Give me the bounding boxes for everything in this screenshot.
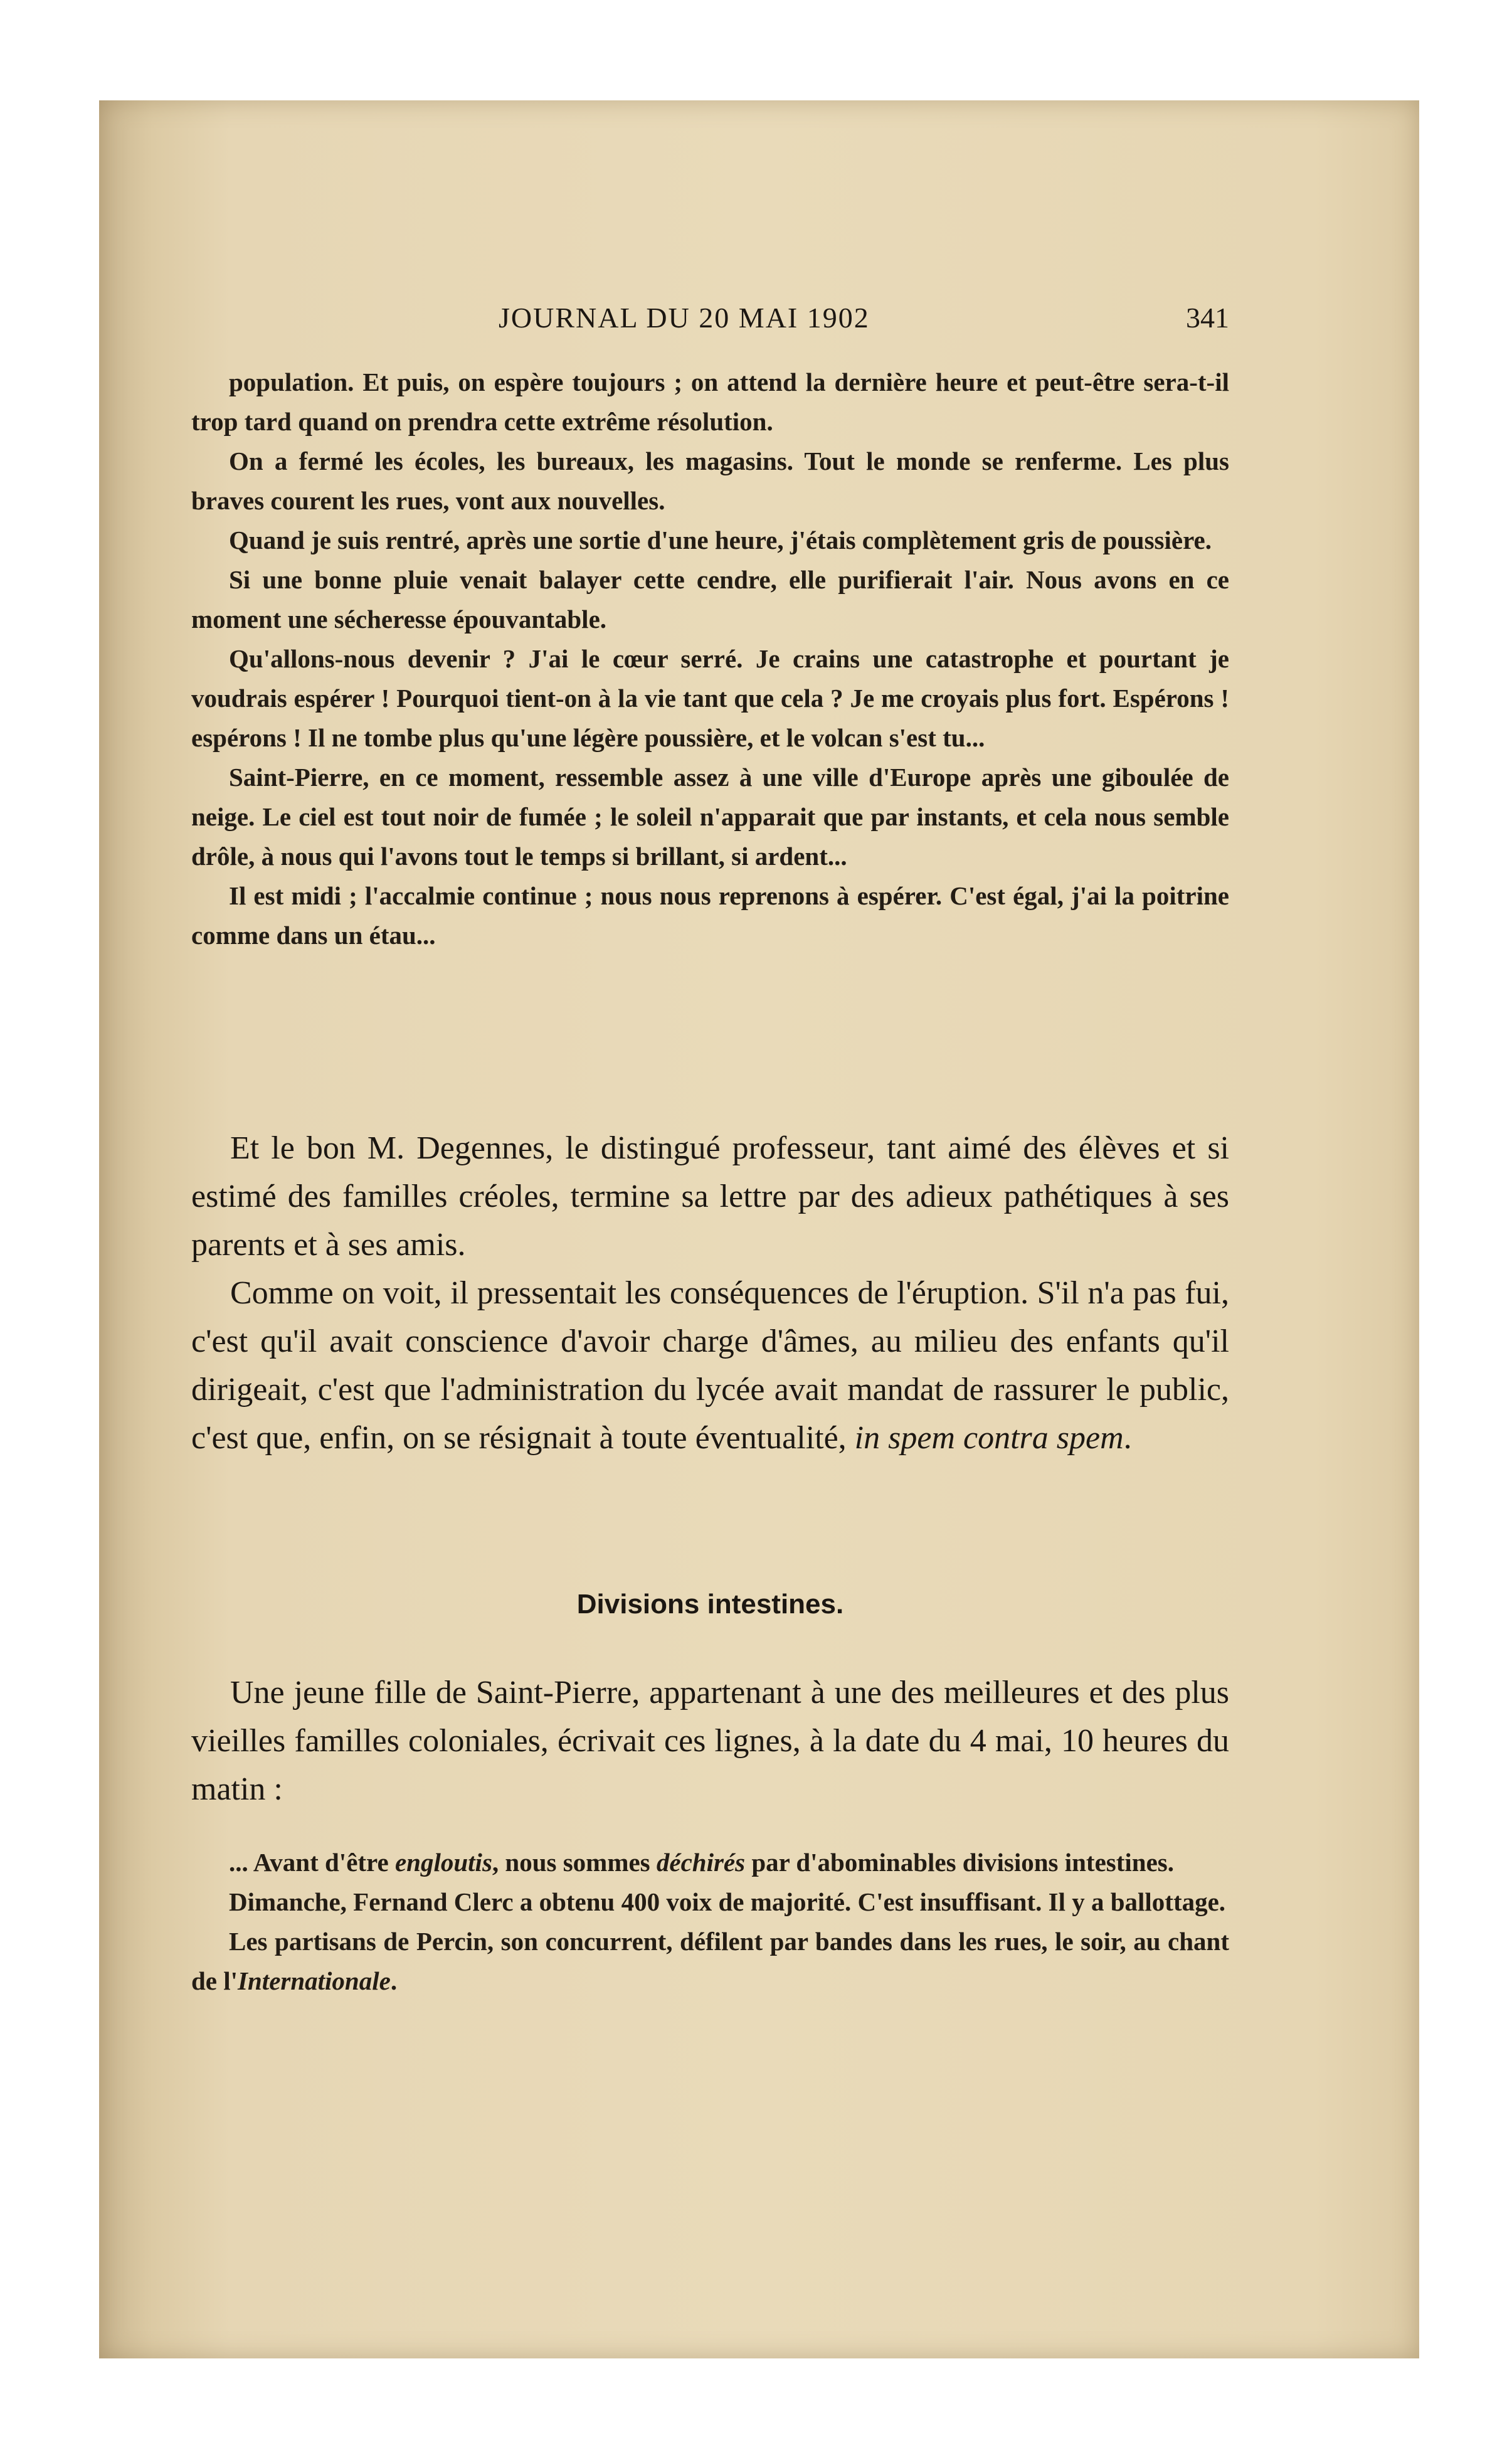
- quote-text-span: .: [390, 1966, 398, 1995]
- body-paragraph: Une jeune fille de Saint-Pierre, appartenant à une des meilleures et des plus vieilles familles coloniales, écrivait ces lignes, à la date du 4 mai, 10 heures du matin :: [191, 1675, 1229, 1807]
- body-paragraph: [191, 1269, 1229, 1462]
- letter-excerpt-2: [191, 1843, 1229, 2001]
- italic-word: engloutis: [394, 1848, 492, 1877]
- italic-word: déchirés: [656, 1848, 746, 1877]
- section-heading: Divisions intestines.: [576, 1589, 844, 1620]
- quote-paragraph: On a fermé les écoles, les bureaux, les magasins. Tout le monde se renferme. Les plus braves courent les rues, vont aux nouvelles.: [191, 447, 1229, 515]
- page-number: 341: [1186, 302, 1229, 334]
- main-text-2: [191, 1668, 1229, 1813]
- quote-text-span: Les partisans de Percin, son concurrent, défilent par bandes dans les rues, le soir, au chant de l': [191, 1927, 1229, 1995]
- quote-paragraph: Dimanche, Fernand Clerc a obtenu 400 voix de majorité. C'est insuffisant. Il y a ballottage.: [229, 1887, 1226, 1916]
- quote-paragraph: Qu'allons-nous devenir ? J'ai le cœur serré. Je crains une catastrophe et pourtant je voudrais espérer ! Pourquoi tient-on à la vie tant que cela ? Je me croyais plus fort. Espérons ! espérons ! Il ne tombe plus qu'une légère poussière, et le volcan s'est tu...: [191, 644, 1229, 752]
- quote-text-span: par d'abominables divisions intestines.: [745, 1848, 1174, 1877]
- quote-paragraph: Saint-Pierre, en ce moment, ressemble assez à une ville d'Europe après une giboulée de neige. Le ciel est tout noir de fumée ; le soleil n'apparait que par instants, et cela nous semble drôle, à nous qui l'avons tout le temps si brillant, si ardent...: [191, 763, 1229, 871]
- main-text: [191, 1124, 1229, 1462]
- quote-paragraph: Quand je suis rentré, après une sortie d'une heure, j'étais complètement gris de poussière.: [229, 526, 1212, 554]
- quote-paragraph: population. Et puis, on espère toujours ; on attend la dernière heure et peut-être sera-t-il trop tard quand on prendra cette extrême résolution.: [191, 368, 1229, 436]
- italic-word: Internationale: [238, 1966, 391, 1995]
- letter-excerpt: [191, 363, 1229, 955]
- quote-text-span: ... Avant d'être: [229, 1848, 395, 1877]
- quote-paragraph: [191, 1922, 1229, 2001]
- page-header: [201, 301, 1229, 345]
- body-text-span: Comme on voit, il pressentait les conséquences de l'éruption. S'il n'a pas fui, c'est qu'il avait conscience d'avoir charge d'âmes, au milieu des enfants qu'il dirigeait, c'est que l'administration du lycée avait mandat de rassurer le public, c'est que, enfin, on se résignait à toute éventualité,: [191, 1275, 1229, 1456]
- quote-text-span: , nous sommes: [492, 1848, 657, 1877]
- quote-paragraph: Si une bonne pluie venait balayer cette cendre, elle purifierait l'air. Nous avons en ce moment une sécheresse épouvantable.: [191, 565, 1229, 634]
- body-text-span: .: [1123, 1420, 1132, 1456]
- running-title: JOURNAL DU 20 MAI 1902: [499, 302, 870, 334]
- quote-paragraph: Il est midi ; l'accalmie continue ; nous nous reprenons à espérer. C'est égal, j'ai la poitrine comme dans un étau...: [191, 881, 1229, 950]
- quote-paragraph: [191, 1843, 1229, 1882]
- body-paragraph: Et le bon M. Degennes, le distingué professeur, tant aimé des élèves et si estimé des familles créoles, termine sa lettre par des adieux pathétiques à ses parents et à ses amis.: [191, 1130, 1229, 1263]
- latin-phrase: in spem contra spem: [854, 1420, 1124, 1456]
